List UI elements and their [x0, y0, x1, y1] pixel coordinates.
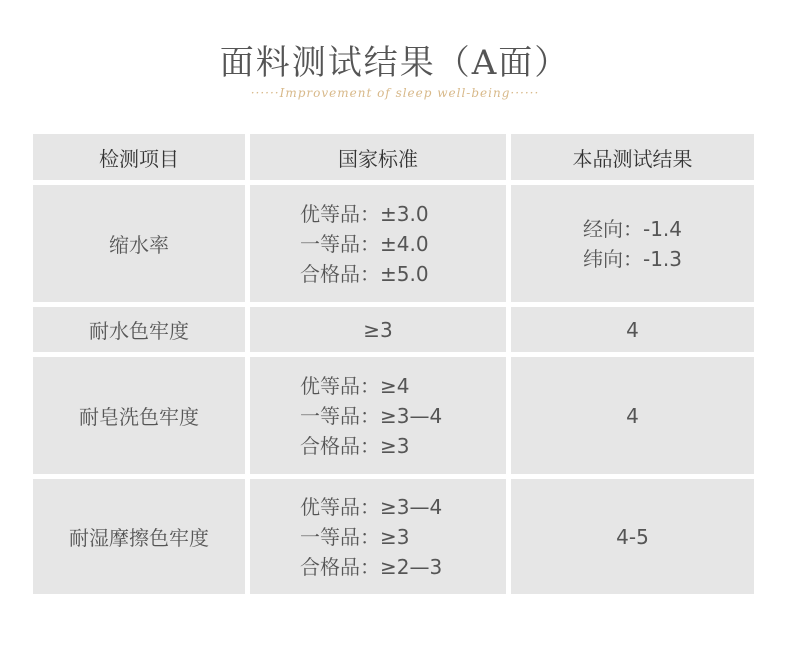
- result-line: 纬向：-1.3: [582, 246, 683, 271]
- subtitle-text: Improvement of sleep well-being: [279, 86, 511, 100]
- cell-result: 4-5: [511, 479, 754, 594]
- result-line: 经向：-1.4: [582, 216, 683, 241]
- cell-result: [511, 185, 754, 302]
- standard-line: 一等品：≥3—4: [300, 403, 443, 428]
- cell-result: 4: [511, 357, 754, 474]
- header-standard: 国家标准: [250, 134, 506, 180]
- standard-line: 优等品：≥4: [300, 373, 410, 398]
- subtitle-dots-right: ······: [510, 86, 540, 100]
- header-item: 检测项目: [33, 134, 245, 180]
- page-subtitle: [0, 86, 790, 100]
- cell-item: 耐水色牢度: [33, 307, 245, 352]
- page-title: 面料测试结果（A面）: [219, 43, 571, 83]
- standard-line: 合格品：≥2—3: [300, 554, 443, 579]
- subtitle-dots-left: ······: [250, 86, 280, 100]
- standard-line: 合格品：≥3: [300, 433, 410, 458]
- cell-item: 缩水率: [33, 185, 245, 302]
- cell-standard: [250, 357, 506, 474]
- header-result: 本品测试结果: [511, 134, 754, 180]
- table-header-row: [33, 134, 754, 180]
- test-results-table: [28, 129, 759, 599]
- table-row: [33, 307, 754, 352]
- cell-standard: ≥3: [250, 307, 506, 352]
- cell-standard: [250, 185, 506, 302]
- standard-line: 优等品：≥3—4: [300, 494, 443, 519]
- standard-line: 合格品：±5.0: [300, 261, 429, 286]
- standard-line: 一等品：≥3: [300, 524, 410, 549]
- standard-line: 一等品：±4.0: [300, 231, 429, 256]
- table-row: [33, 357, 754, 474]
- test-results-table-container: [33, 134, 754, 594]
- cell-item: 耐湿摩擦色牢度: [33, 479, 245, 594]
- table-row: [33, 479, 754, 594]
- cell-result: 4: [511, 307, 754, 352]
- standard-line: 优等品：±3.0: [300, 201, 429, 226]
- cell-standard: [250, 479, 506, 594]
- cell-item: 耐皂洗色牢度: [33, 357, 245, 474]
- table-row: [33, 185, 754, 302]
